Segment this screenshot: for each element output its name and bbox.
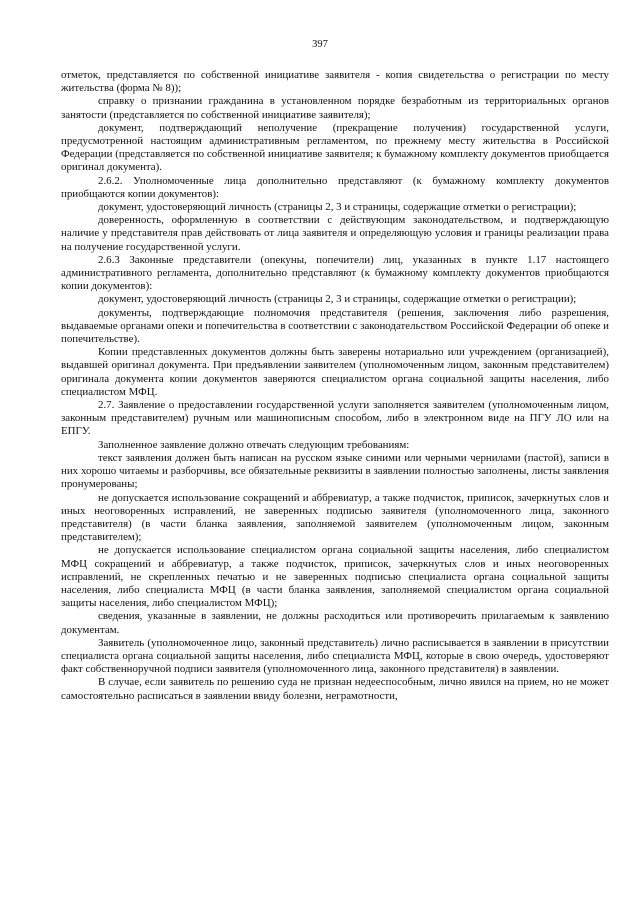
paragraph: документ, удостоверяющий личность (страницы 2, 3 и страницы, содержащие отметки о регистрации); bbox=[98, 201, 577, 214]
paragraph: В случае, если заявитель по решению суда не признан недееспособным, лично явился на прием, но не может самостоятельно расписаться в заявлении ввиду болезни, неграмотности, bbox=[61, 676, 609, 702]
paragraph: сведения, указанные в заявлении, не должны расходиться или противоречить прилагаемым к заявлению документам. bbox=[61, 610, 609, 636]
paragraph: 2.6.3 Законные представители (опекуны, попечители) лиц, указанных в пункте 1.17 настоящего административного регламента, дополнительно представляют (к бумажному комплекту документов приобщаются копии документов): bbox=[61, 253, 609, 293]
paragraph: Заявитель (уполномоченное лицо, законный представитель) лично расписывается в заявлении в присутствии специалиста органа социальной защиты населения, либо специалиста МФЦ, которые в свою очередь, удостоверяют факт собственноручной подписи заявителя (уполномоченного лица, законного представителя) в заявлении. bbox=[61, 636, 609, 676]
paragraph: справку о признании гражданина в установленном порядке безработным из территориальных органов занятости (представляется по собственной инициативе заявителя); bbox=[61, 95, 609, 121]
paragraph: не допускается использование специалистом органа социальной защиты населения, либо специалистом МФЦ сокращений и аббревиатур, а также подчисток, приписок, зачеркнутых слов и иных неоговоренных исправлений, не скрепленных печатью и не заверенных подписью специалиста органа социальной защиты населения, либо специалиста МФЦ (в части бланка заявления, заполняемой специалистом органа социальной защиты населения, либо специалистом МФЦ); bbox=[61, 544, 609, 610]
paragraph: 2.6.2. Уполномоченные лица дополнительно представляют (к бумажному комплекту документов приобщаются копии документов): bbox=[61, 174, 609, 200]
paragraph: Копии представленных документов должны быть заверены нотариально или учреждением (организацией), выдавшей оригинал документа. При предъявлении заявителем (уполномоченным лицом, законным представителем) оригинала документа копии документов заверяются специалистом органа социальной защиты населения, либо специалистом МФЦ. bbox=[61, 346, 609, 398]
paragraph: доверенность, оформленную в соответствии с действующим законодательством, и подтверждающую наличие у представителя прав действовать от лица заявителя и определяющую условия и границы реализации права на получение государственной услуги. bbox=[61, 214, 609, 253]
paragraph: документ, удостоверяющий личность (страницы 2, 3 и страницы, содержащие отметки о регистрации); bbox=[98, 293, 577, 306]
page-number: 397 bbox=[312, 39, 328, 50]
paragraph: текст заявления должен быть написан на русском языке синими или черными чернилами (пастой), записи в них хорошо читаемы и разборчивы, все обязательные реквизиты в заявлении полностью заполнены, листы заявления пронумерованы; bbox=[61, 451, 609, 491]
paragraph: не допускается использование сокращений и аббревиатур, а также подчисток, приписок, зачеркнутых слов и иных неоговоренных исправлений, не заверенных подписью заявителя (уполномоченного лица, законного представителя) (в части бланка заявления, заполняемой заявителем (уполномоченным лицом, законным представителем); bbox=[61, 491, 609, 544]
paragraph: отметок, представляется по собственной инициативе заявителя - копия свидетельства о регистрации по месту жительства (форма № 8)); bbox=[61, 69, 609, 95]
paragraph: документ, подтверждающий неполучение (прекращение получения) государственной услуги, предусмотренной настоящим административным регламентом, по прежнему месту жительства в Российской Федерации (представляется по собственной инициативе заявителя; к бумажному комплекту документов приобщается оригинал документа). bbox=[61, 121, 609, 174]
paragraph: 2.7. Заявление о предоставлении государственной услуги заполняется заявителем (уполномоченным лицом, законным представителем) ручным или машинописным способом, либо в электронном виде на ПГУ ЛО или на ЕПГУ. bbox=[61, 399, 609, 438]
document-body bbox=[61, 69, 609, 703]
paragraph: Заполненное заявление должно отвечать следующим требованиям: bbox=[98, 438, 410, 451]
paragraph: документы, подтверждающие полномочия представителя (решения, заключения либо разрешения, выдаваемые органами опеки и попечительства в соответствии с законодательством Российской Федерации об опеке и попечительстве). bbox=[61, 306, 609, 346]
